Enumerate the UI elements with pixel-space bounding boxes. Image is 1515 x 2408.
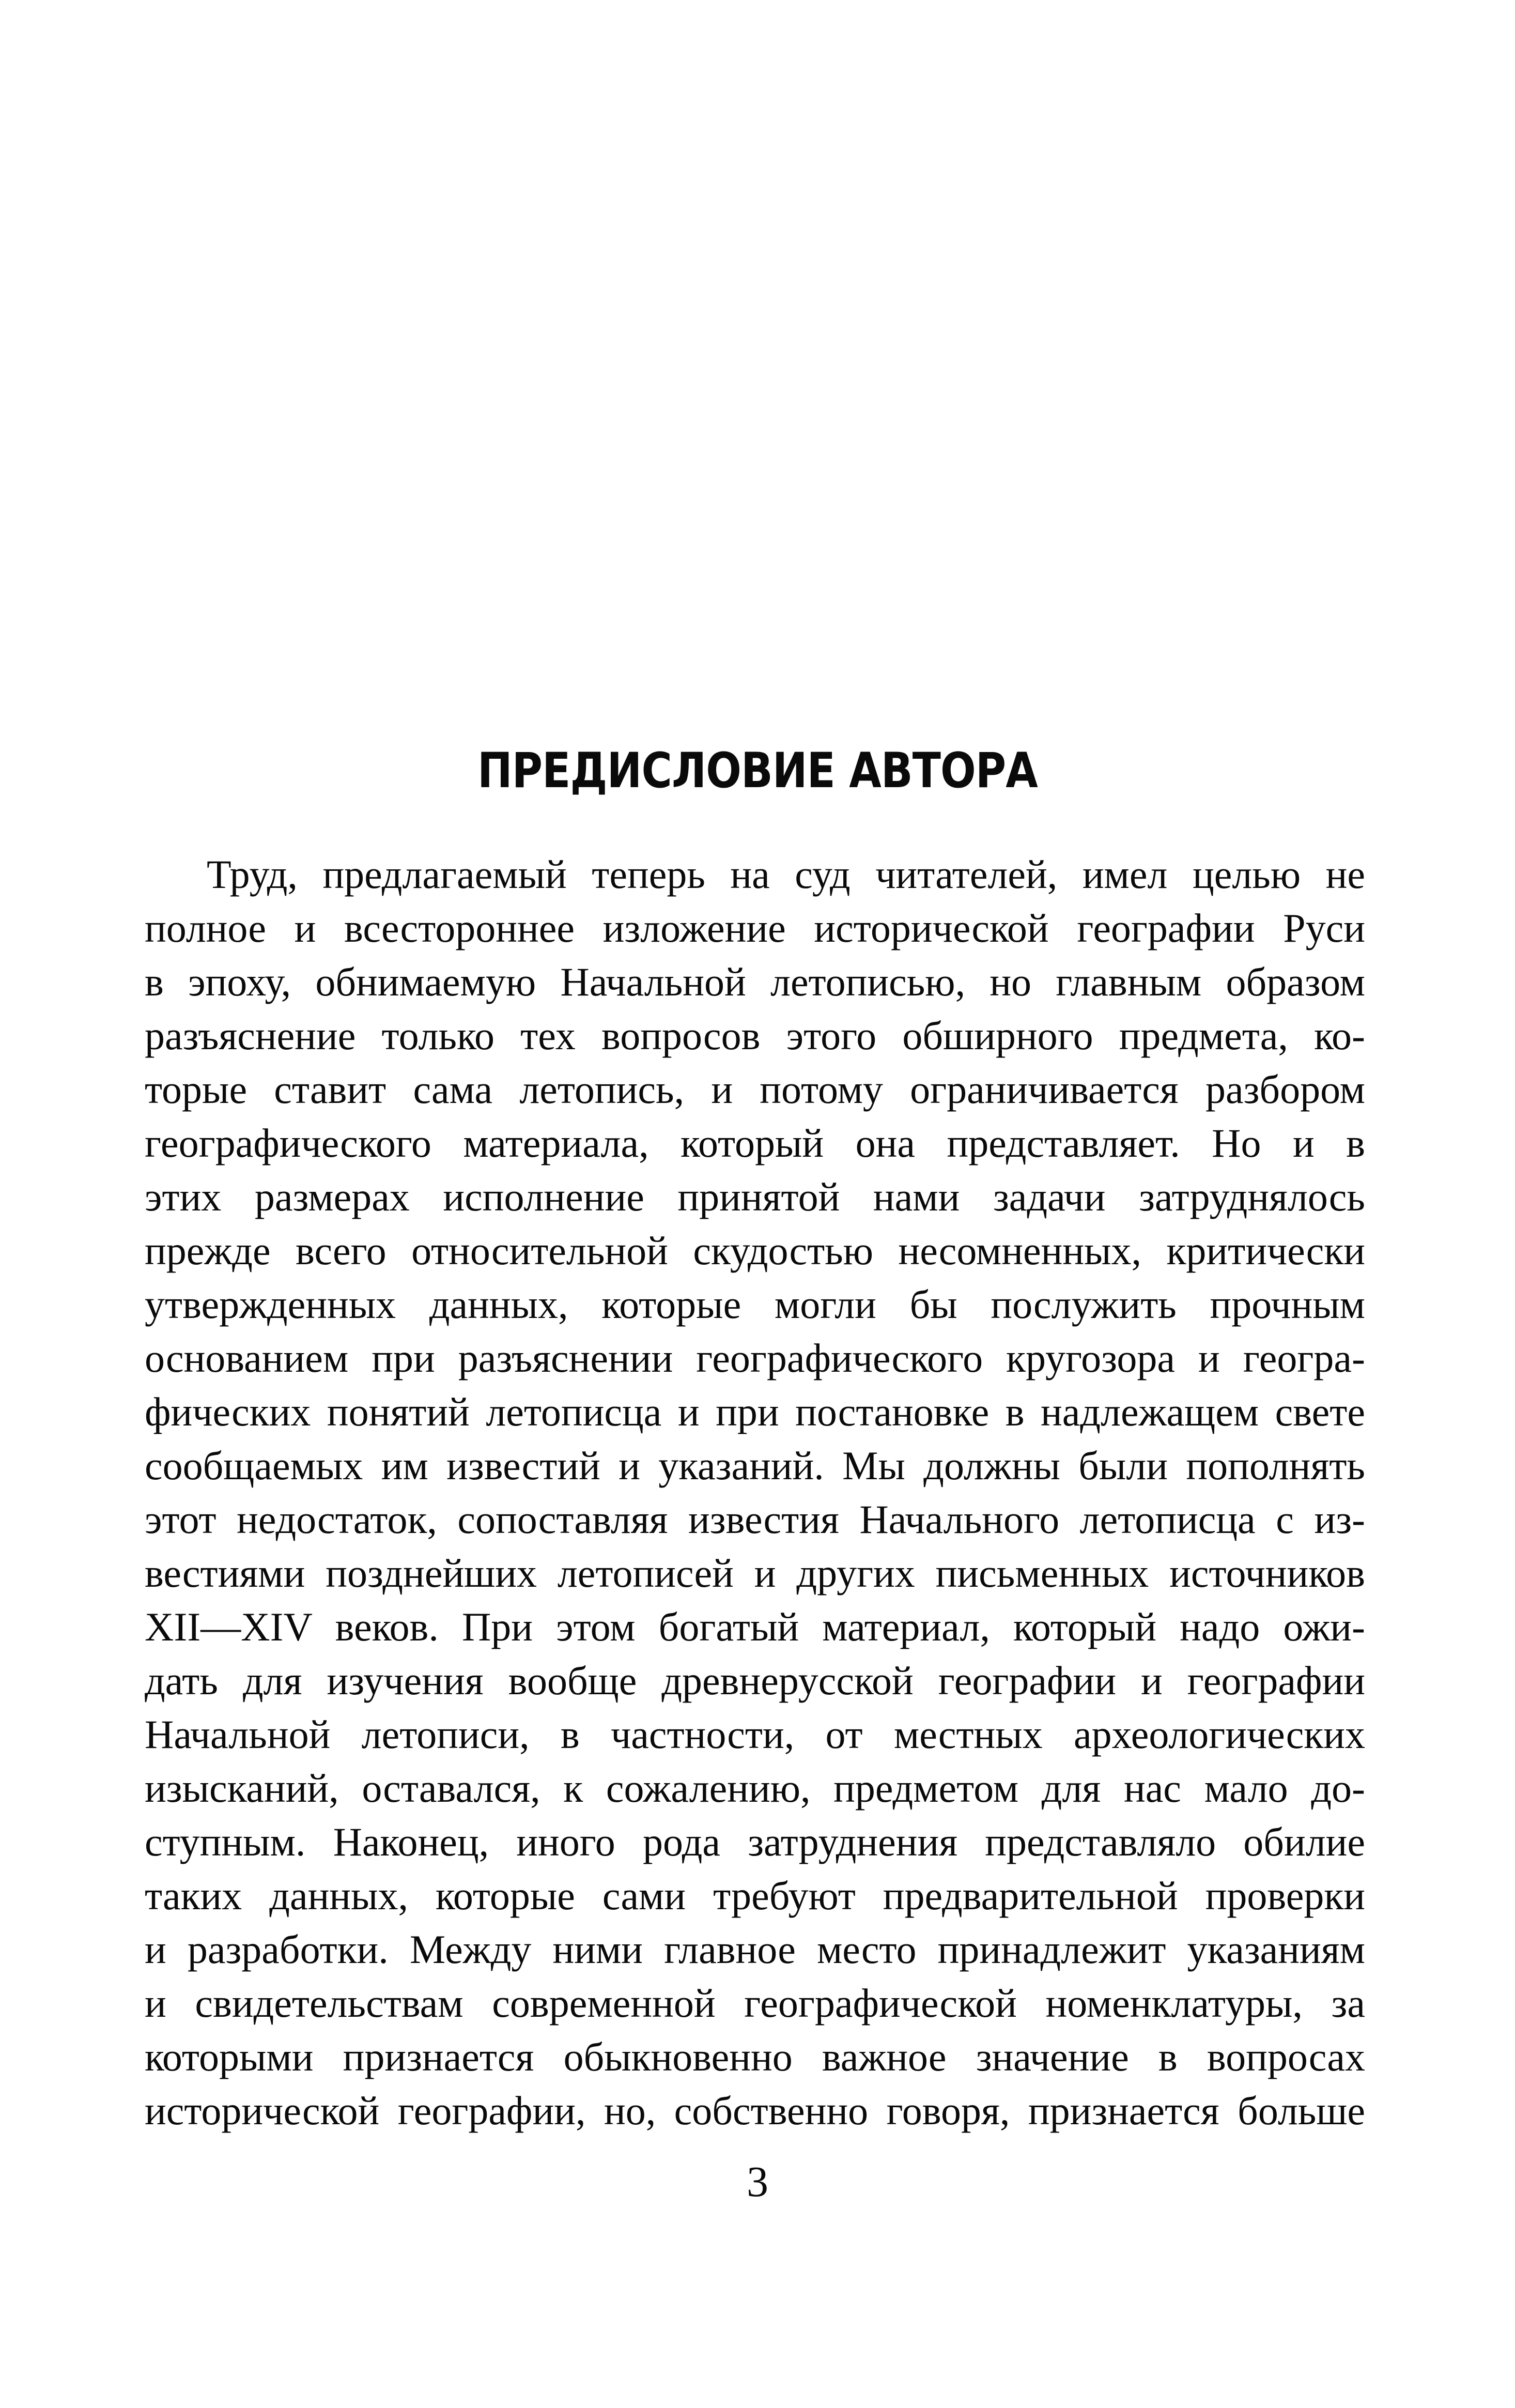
- text-line: полное и всестороннее изложение исторической географии Руси: [145, 906, 1365, 950]
- text-line: утвержденных данных, которые могли бы послужить прочным: [145, 1282, 1365, 1327]
- text-line: исторической географии, но, собственно говоря, признается больше: [145, 2088, 1365, 2133]
- text-line: географического материала, который она представляет. Но и в: [145, 1121, 1365, 1165]
- text-line: торые ставит сама летопись, и потому ограничивается разбором: [145, 1067, 1365, 1112]
- text-line: разъяснение только тех вопросов этого обширного предмета, ко-: [145, 1013, 1365, 1058]
- text-line: и свидетельствам современной географической номенклатуры, за: [145, 1981, 1365, 2026]
- text-line: изысканий, оставался, к сожалению, предметом для нас мало до-: [145, 1766, 1365, 1811]
- text-line: сообщаемых им известий и указаний. Мы должны были пополнять: [145, 1443, 1365, 1488]
- text-line: прежде всего относительной скудостью несомненных, критически: [145, 1228, 1365, 1273]
- text-line: XII—XIV веков. При этом богатый материал, который надо ожи-: [145, 1604, 1365, 1649]
- body-text: [145, 848, 1365, 2138]
- text-line: которыми признается обыкновенно важное значение в вопросах: [145, 2034, 1365, 2079]
- text-line: дать для изучения вообще древнерусской географии и географии: [145, 1658, 1365, 1703]
- text-line: ступным. Наконец, иного рода затруднения представляло обилие: [145, 1819, 1365, 1864]
- text-line: этих размерах исполнение принятой нами задачи затруднялось: [145, 1174, 1365, 1219]
- text-line: фических понятий летописца и при постановке в надлежащем свете: [145, 1389, 1365, 1434]
- text-line: этот недостаток, сопоставляя известия Начального летописца с из-: [145, 1497, 1365, 1542]
- text-line: Начальной летописи, в частности, от местных археологических: [145, 1712, 1365, 1757]
- page-number: 3: [747, 2158, 768, 2206]
- text-line: таких данных, которые сами требуют предварительной проверки: [145, 1873, 1365, 1918]
- text-line: основанием при разъяснении географического кругозора и геогра-: [145, 1336, 1365, 1381]
- text-line: и разработки. Между ними главное место принадлежит указаниям: [145, 1927, 1365, 1972]
- text-line: вестиями позднейших летописей и других письменных источников: [145, 1551, 1365, 1596]
- chapter-title: ПРЕДИСЛОВИЕ АВТОРА: [477, 743, 1038, 799]
- text-line: в эпоху, обнимаемую Начальной летописью, но главным образом: [145, 959, 1365, 1004]
- text-line: Труд, предлагаемый теперь на суд читателей, имел целью не: [207, 852, 1365, 897]
